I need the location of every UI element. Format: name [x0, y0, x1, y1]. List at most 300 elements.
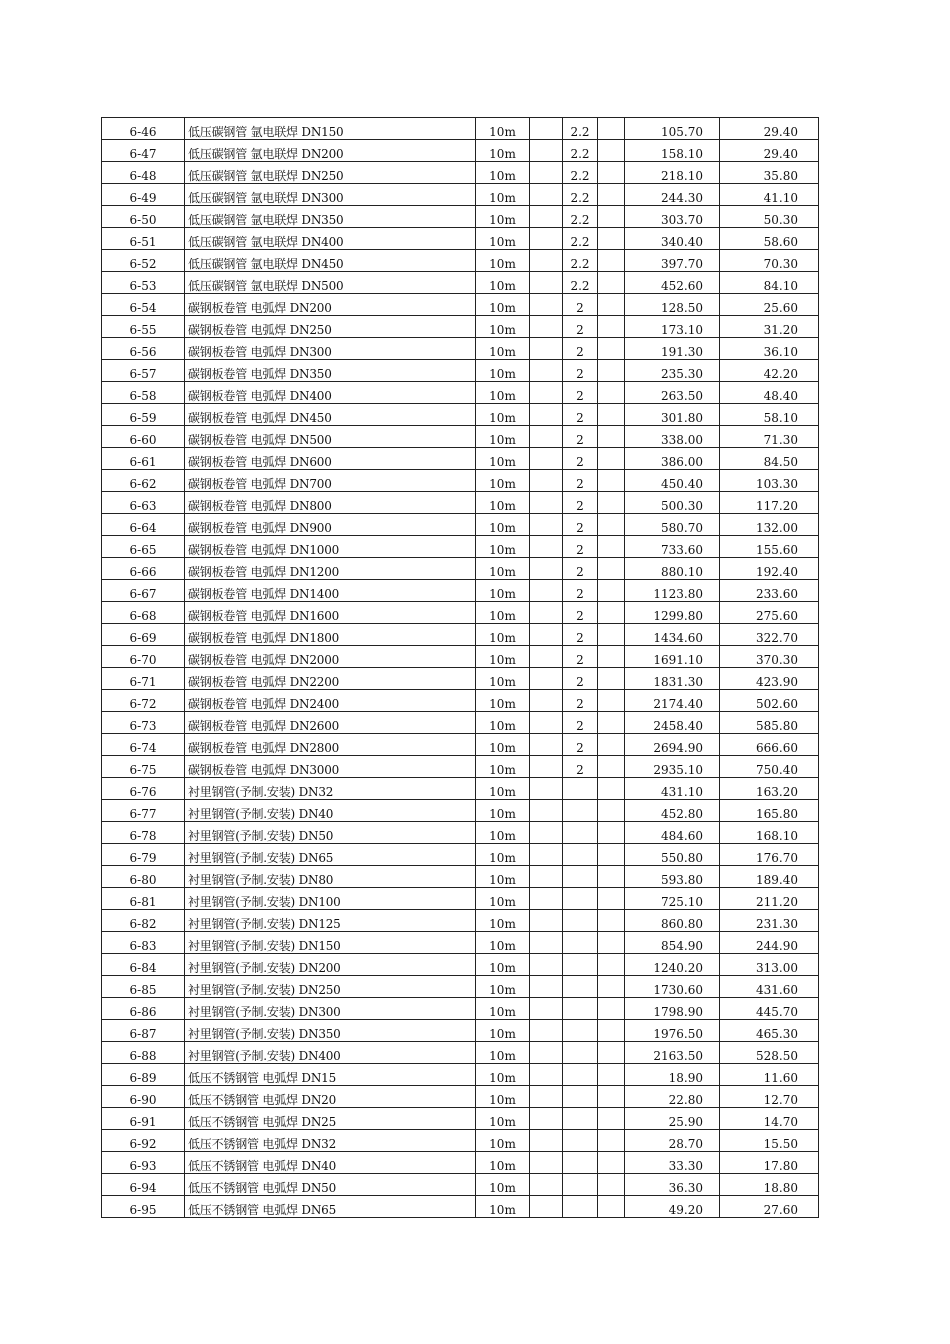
item-code-cell: 6-80 — [102, 866, 185, 888]
unit-cell: 10m — [476, 184, 530, 206]
unit-cell: 10m — [476, 690, 530, 712]
unit-cell: 10m — [476, 866, 530, 888]
coefficient-cell — [563, 976, 598, 998]
item-code-cell: 6-87 — [102, 1020, 185, 1042]
value-cell: 303.70 — [625, 206, 720, 228]
value-cell: 18.80 — [720, 1174, 819, 1196]
blank-cell — [530, 1042, 563, 1064]
item-code-cell: 6-93 — [102, 1152, 185, 1174]
coefficient-cell — [563, 1196, 598, 1218]
blank-cell — [530, 932, 563, 954]
item-code-cell: 6-85 — [102, 976, 185, 998]
value-cell: 370.30 — [720, 646, 819, 668]
table-row — [102, 998, 819, 1020]
table-row — [102, 470, 819, 492]
table-row — [102, 954, 819, 976]
value-cell: 165.80 — [720, 800, 819, 822]
value-cell: 25.60 — [720, 294, 819, 316]
value-cell: 235.30 — [625, 360, 720, 382]
pipe-quota-table — [101, 117, 819, 1218]
value-cell: 42.20 — [720, 360, 819, 382]
item-name-cell: 衬里钢管(予制.安装) DN100 — [185, 888, 476, 910]
blank-cell — [598, 712, 625, 734]
item-code-cell: 6-91 — [102, 1108, 185, 1130]
value-cell: 580.70 — [625, 514, 720, 536]
table-row — [102, 228, 819, 250]
table-row — [102, 624, 819, 646]
coefficient-cell — [563, 1020, 598, 1042]
value-cell: 452.60 — [625, 272, 720, 294]
unit-cell: 10m — [476, 844, 530, 866]
coefficient-cell: 2 — [563, 338, 598, 360]
blank-cell — [598, 624, 625, 646]
blank-cell — [530, 844, 563, 866]
blank-cell — [530, 382, 563, 404]
value-cell: 275.60 — [720, 602, 819, 624]
value-cell: 105.70 — [625, 118, 720, 140]
item-name-cell: 低压不锈钢管 电弧焊 DN32 — [185, 1130, 476, 1152]
unit-cell: 10m — [476, 558, 530, 580]
coefficient-cell: 2 — [563, 470, 598, 492]
blank-cell — [598, 184, 625, 206]
blank-cell — [598, 1108, 625, 1130]
item-name-cell: 衬里钢管(予制.安装) DN65 — [185, 844, 476, 866]
table-row — [102, 536, 819, 558]
coefficient-cell: 2 — [563, 624, 598, 646]
table-row — [102, 1064, 819, 1086]
value-cell: 28.70 — [625, 1130, 720, 1152]
value-cell: 49.20 — [625, 1196, 720, 1218]
blank-cell — [598, 162, 625, 184]
coefficient-cell: 2 — [563, 580, 598, 602]
value-cell: 2694.90 — [625, 734, 720, 756]
item-code-cell: 6-48 — [102, 162, 185, 184]
value-cell: 173.10 — [625, 316, 720, 338]
blank-cell — [530, 756, 563, 778]
item-name-cell: 碳钢板卷管 电弧焊 DN250 — [185, 316, 476, 338]
blank-cell — [598, 910, 625, 932]
value-cell: 550.80 — [625, 844, 720, 866]
item-name-cell: 碳钢板卷管 电弧焊 DN2400 — [185, 690, 476, 712]
table-row — [102, 646, 819, 668]
value-cell: 301.80 — [625, 404, 720, 426]
blank-cell — [530, 206, 563, 228]
blank-cell — [530, 624, 563, 646]
blank-cell — [598, 272, 625, 294]
blank-cell — [598, 800, 625, 822]
item-code-cell: 6-55 — [102, 316, 185, 338]
item-code-cell: 6-52 — [102, 250, 185, 272]
table-row — [102, 294, 819, 316]
table-row — [102, 250, 819, 272]
coefficient-cell — [563, 1130, 598, 1152]
table-row — [102, 140, 819, 162]
coefficient-cell — [563, 1064, 598, 1086]
item-name-cell: 低压不锈钢管 电弧焊 DN50 — [185, 1174, 476, 1196]
unit-cell: 10m — [476, 316, 530, 338]
item-name-cell: 低压碳钢管 氩电联焊 DN500 — [185, 272, 476, 294]
blank-cell — [598, 756, 625, 778]
item-code-cell: 6-84 — [102, 954, 185, 976]
unit-cell: 10m — [476, 602, 530, 624]
value-cell: 71.30 — [720, 426, 819, 448]
unit-cell: 10m — [476, 976, 530, 998]
value-cell: 41.10 — [720, 184, 819, 206]
table-row — [102, 492, 819, 514]
coefficient-cell: 2 — [563, 602, 598, 624]
unit-cell: 10m — [476, 1196, 530, 1218]
item-name-cell: 衬里钢管(予制.安装) DN40 — [185, 800, 476, 822]
item-name-cell: 衬里钢管(予制.安装) DN300 — [185, 998, 476, 1020]
value-cell: 1976.50 — [625, 1020, 720, 1042]
item-name-cell: 衬里钢管(予制.安装) DN125 — [185, 910, 476, 932]
item-name-cell: 低压不锈钢管 电弧焊 DN15 — [185, 1064, 476, 1086]
blank-cell — [530, 316, 563, 338]
coefficient-cell — [563, 778, 598, 800]
unit-cell: 10m — [476, 888, 530, 910]
coefficient-cell — [563, 1086, 598, 1108]
blank-cell — [530, 360, 563, 382]
blank-cell — [530, 536, 563, 558]
blank-cell — [530, 1196, 563, 1218]
blank-cell — [598, 1130, 625, 1152]
table-row — [102, 756, 819, 778]
blank-cell — [530, 272, 563, 294]
value-cell: 340.40 — [625, 228, 720, 250]
unit-cell: 10m — [476, 162, 530, 184]
coefficient-cell — [563, 1042, 598, 1064]
table-row — [102, 118, 819, 140]
blank-cell — [598, 646, 625, 668]
item-code-cell: 6-50 — [102, 206, 185, 228]
value-cell: 14.70 — [720, 1108, 819, 1130]
value-cell: 860.80 — [625, 910, 720, 932]
table-row — [102, 514, 819, 536]
value-cell: 11.60 — [720, 1064, 819, 1086]
item-code-cell: 6-73 — [102, 712, 185, 734]
item-name-cell: 碳钢板卷管 电弧焊 DN600 — [185, 448, 476, 470]
unit-cell: 10m — [476, 1174, 530, 1196]
value-cell: 117.20 — [720, 492, 819, 514]
blank-cell — [530, 118, 563, 140]
item-code-cell: 6-66 — [102, 558, 185, 580]
item-name-cell: 碳钢板卷管 电弧焊 DN400 — [185, 382, 476, 404]
unit-cell: 10m — [476, 756, 530, 778]
item-code-cell: 6-92 — [102, 1130, 185, 1152]
item-name-cell: 低压碳钢管 氩电联焊 DN200 — [185, 140, 476, 162]
item-name-cell: 衬里钢管(予制.安装) DN50 — [185, 822, 476, 844]
value-cell: 725.10 — [625, 888, 720, 910]
value-cell: 431.60 — [720, 976, 819, 998]
blank-cell — [530, 646, 563, 668]
blank-cell — [598, 206, 625, 228]
unit-cell: 10m — [476, 514, 530, 536]
unit-cell: 10m — [476, 382, 530, 404]
value-cell: 450.40 — [625, 470, 720, 492]
blank-cell — [530, 558, 563, 580]
blank-cell — [598, 228, 625, 250]
unit-cell: 10m — [476, 624, 530, 646]
table-row — [102, 888, 819, 910]
item-code-cell: 6-62 — [102, 470, 185, 492]
table-row — [102, 206, 819, 228]
coefficient-cell: 2 — [563, 646, 598, 668]
unit-cell: 10m — [476, 338, 530, 360]
item-name-cell: 碳钢板卷管 电弧焊 DN500 — [185, 426, 476, 448]
coefficient-cell — [563, 910, 598, 932]
item-name-cell: 低压碳钢管 氩电联焊 DN150 — [185, 118, 476, 140]
blank-cell — [598, 360, 625, 382]
item-code-cell: 6-88 — [102, 1042, 185, 1064]
coefficient-cell — [563, 800, 598, 822]
item-code-cell: 6-58 — [102, 382, 185, 404]
item-code-cell: 6-74 — [102, 734, 185, 756]
blank-cell — [598, 118, 625, 140]
blank-cell — [530, 184, 563, 206]
coefficient-cell: 2 — [563, 668, 598, 690]
coefficient-cell: 2.2 — [563, 206, 598, 228]
item-name-cell: 碳钢板卷管 电弧焊 DN350 — [185, 360, 476, 382]
coefficient-cell: 2 — [563, 382, 598, 404]
table-row — [102, 426, 819, 448]
item-code-cell: 6-46 — [102, 118, 185, 140]
item-name-cell: 碳钢板卷管 电弧焊 DN800 — [185, 492, 476, 514]
coefficient-cell: 2 — [563, 514, 598, 536]
item-code-cell: 6-49 — [102, 184, 185, 206]
item-name-cell: 低压碳钢管 氩电联焊 DN300 — [185, 184, 476, 206]
coefficient-cell: 2 — [563, 756, 598, 778]
blank-cell — [598, 448, 625, 470]
coefficient-cell — [563, 998, 598, 1020]
value-cell: 218.10 — [625, 162, 720, 184]
table-row — [102, 558, 819, 580]
value-cell: 22.80 — [625, 1086, 720, 1108]
value-cell: 163.20 — [720, 778, 819, 800]
item-code-cell: 6-61 — [102, 448, 185, 470]
item-code-cell: 6-51 — [102, 228, 185, 250]
blank-cell — [530, 580, 563, 602]
blank-cell — [530, 1086, 563, 1108]
unit-cell: 10m — [476, 206, 530, 228]
coefficient-cell — [563, 888, 598, 910]
item-code-cell: 6-83 — [102, 932, 185, 954]
blank-cell — [530, 492, 563, 514]
item-name-cell: 碳钢板卷管 电弧焊 DN700 — [185, 470, 476, 492]
blank-cell — [530, 228, 563, 250]
blank-cell — [598, 844, 625, 866]
value-cell: 1730.60 — [625, 976, 720, 998]
value-cell: 103.30 — [720, 470, 819, 492]
item-name-cell: 碳钢板卷管 电弧焊 DN2800 — [185, 734, 476, 756]
item-name-cell: 衬里钢管(予制.安装) DN150 — [185, 932, 476, 954]
value-cell: 158.10 — [625, 140, 720, 162]
table-row — [102, 668, 819, 690]
value-cell: 50.30 — [720, 206, 819, 228]
unit-cell: 10m — [476, 1020, 530, 1042]
coefficient-cell: 2 — [563, 690, 598, 712]
value-cell: 500.30 — [625, 492, 720, 514]
value-cell: 35.80 — [720, 162, 819, 184]
item-name-cell: 碳钢板卷管 电弧焊 DN200 — [185, 294, 476, 316]
value-cell: 431.10 — [625, 778, 720, 800]
item-name-cell: 碳钢板卷管 电弧焊 DN2200 — [185, 668, 476, 690]
value-cell: 192.40 — [720, 558, 819, 580]
value-cell: 244.90 — [720, 932, 819, 954]
value-cell: 666.60 — [720, 734, 819, 756]
table-row — [102, 602, 819, 624]
blank-cell — [598, 954, 625, 976]
item-code-cell: 6-68 — [102, 602, 185, 624]
item-name-cell: 碳钢板卷管 电弧焊 DN1800 — [185, 624, 476, 646]
value-cell: 231.30 — [720, 910, 819, 932]
blank-cell — [598, 580, 625, 602]
blank-cell — [530, 162, 563, 184]
blank-cell — [598, 1196, 625, 1218]
table-row — [102, 338, 819, 360]
table-row — [102, 1020, 819, 1042]
unit-cell: 10m — [476, 272, 530, 294]
table-row — [102, 1086, 819, 1108]
item-name-cell: 低压不锈钢管 电弧焊 DN25 — [185, 1108, 476, 1130]
blank-cell — [530, 1152, 563, 1174]
item-code-cell: 6-86 — [102, 998, 185, 1020]
blank-cell — [598, 1042, 625, 1064]
coefficient-cell — [563, 954, 598, 976]
blank-cell — [598, 976, 625, 998]
value-cell: 386.00 — [625, 448, 720, 470]
item-code-cell: 6-71 — [102, 668, 185, 690]
unit-cell: 10m — [476, 1064, 530, 1086]
item-code-cell: 6-79 — [102, 844, 185, 866]
blank-cell — [598, 690, 625, 712]
blank-cell — [598, 778, 625, 800]
coefficient-cell: 2.2 — [563, 118, 598, 140]
value-cell: 313.00 — [720, 954, 819, 976]
blank-cell — [530, 404, 563, 426]
value-cell: 423.90 — [720, 668, 819, 690]
table-row — [102, 822, 819, 844]
unit-cell: 10m — [476, 580, 530, 602]
unit-cell: 10m — [476, 536, 530, 558]
coefficient-cell: 2 — [563, 492, 598, 514]
item-code-cell: 6-78 — [102, 822, 185, 844]
value-cell: 2163.50 — [625, 1042, 720, 1064]
coefficient-cell: 2 — [563, 404, 598, 426]
unit-cell: 10m — [476, 140, 530, 162]
table-row — [102, 382, 819, 404]
blank-cell — [598, 514, 625, 536]
blank-cell — [530, 800, 563, 822]
value-cell: 58.10 — [720, 404, 819, 426]
item-name-cell: 衬里钢管(予制.安装) DN400 — [185, 1042, 476, 1064]
blank-cell — [530, 448, 563, 470]
value-cell: 1299.80 — [625, 602, 720, 624]
unit-cell: 10m — [476, 294, 530, 316]
blank-cell — [598, 888, 625, 910]
table-body — [102, 118, 819, 1218]
item-code-cell: 6-90 — [102, 1086, 185, 1108]
value-cell: 2174.40 — [625, 690, 720, 712]
table-row — [102, 690, 819, 712]
blank-cell — [530, 910, 563, 932]
item-code-cell: 6-67 — [102, 580, 185, 602]
blank-cell — [530, 778, 563, 800]
unit-cell: 10m — [476, 360, 530, 382]
blank-cell — [598, 338, 625, 360]
item-code-cell: 6-64 — [102, 514, 185, 536]
blank-cell — [598, 404, 625, 426]
unit-cell: 10m — [476, 822, 530, 844]
value-cell: 854.90 — [625, 932, 720, 954]
coefficient-cell: 2.2 — [563, 250, 598, 272]
table-row — [102, 1108, 819, 1130]
unit-cell: 10m — [476, 932, 530, 954]
table-row — [102, 580, 819, 602]
item-code-cell: 6-82 — [102, 910, 185, 932]
value-cell: 502.60 — [720, 690, 819, 712]
blank-cell — [530, 1130, 563, 1152]
coefficient-cell: 2 — [563, 558, 598, 580]
coefficient-cell: 2 — [563, 712, 598, 734]
blank-cell — [530, 668, 563, 690]
value-cell: 445.70 — [720, 998, 819, 1020]
table-row — [102, 778, 819, 800]
value-cell: 191.30 — [625, 338, 720, 360]
value-cell: 750.40 — [720, 756, 819, 778]
blank-cell — [598, 382, 625, 404]
item-code-cell: 6-77 — [102, 800, 185, 822]
item-code-cell: 6-95 — [102, 1196, 185, 1218]
blank-cell — [530, 998, 563, 1020]
item-code-cell: 6-81 — [102, 888, 185, 910]
blank-cell — [598, 470, 625, 492]
unit-cell: 10m — [476, 492, 530, 514]
item-name-cell: 低压碳钢管 氩电联焊 DN450 — [185, 250, 476, 272]
item-code-cell: 6-47 — [102, 140, 185, 162]
value-cell: 484.60 — [625, 822, 720, 844]
item-code-cell: 6-75 — [102, 756, 185, 778]
unit-cell: 10m — [476, 954, 530, 976]
blank-cell — [598, 602, 625, 624]
coefficient-cell: 2 — [563, 426, 598, 448]
unit-cell: 10m — [476, 1152, 530, 1174]
unit-cell: 10m — [476, 228, 530, 250]
coefficient-cell: 2 — [563, 734, 598, 756]
blank-cell — [530, 470, 563, 492]
coefficient-cell — [563, 1152, 598, 1174]
table-row — [102, 360, 819, 382]
blank-cell — [598, 492, 625, 514]
value-cell: 338.00 — [625, 426, 720, 448]
unit-cell: 10m — [476, 998, 530, 1020]
blank-cell — [530, 250, 563, 272]
value-cell: 1123.80 — [625, 580, 720, 602]
coefficient-cell: 2.2 — [563, 184, 598, 206]
value-cell: 12.70 — [720, 1086, 819, 1108]
blank-cell — [530, 140, 563, 162]
item-name-cell: 低压碳钢管 氩电联焊 DN400 — [185, 228, 476, 250]
blank-cell — [598, 668, 625, 690]
item-name-cell: 衬里钢管(予制.安装) DN32 — [185, 778, 476, 800]
blank-cell — [530, 866, 563, 888]
table-row — [102, 1130, 819, 1152]
value-cell: 27.60 — [720, 1196, 819, 1218]
blank-cell — [530, 514, 563, 536]
value-cell: 880.10 — [625, 558, 720, 580]
blank-cell — [530, 426, 563, 448]
blank-cell — [530, 690, 563, 712]
blank-cell — [530, 712, 563, 734]
